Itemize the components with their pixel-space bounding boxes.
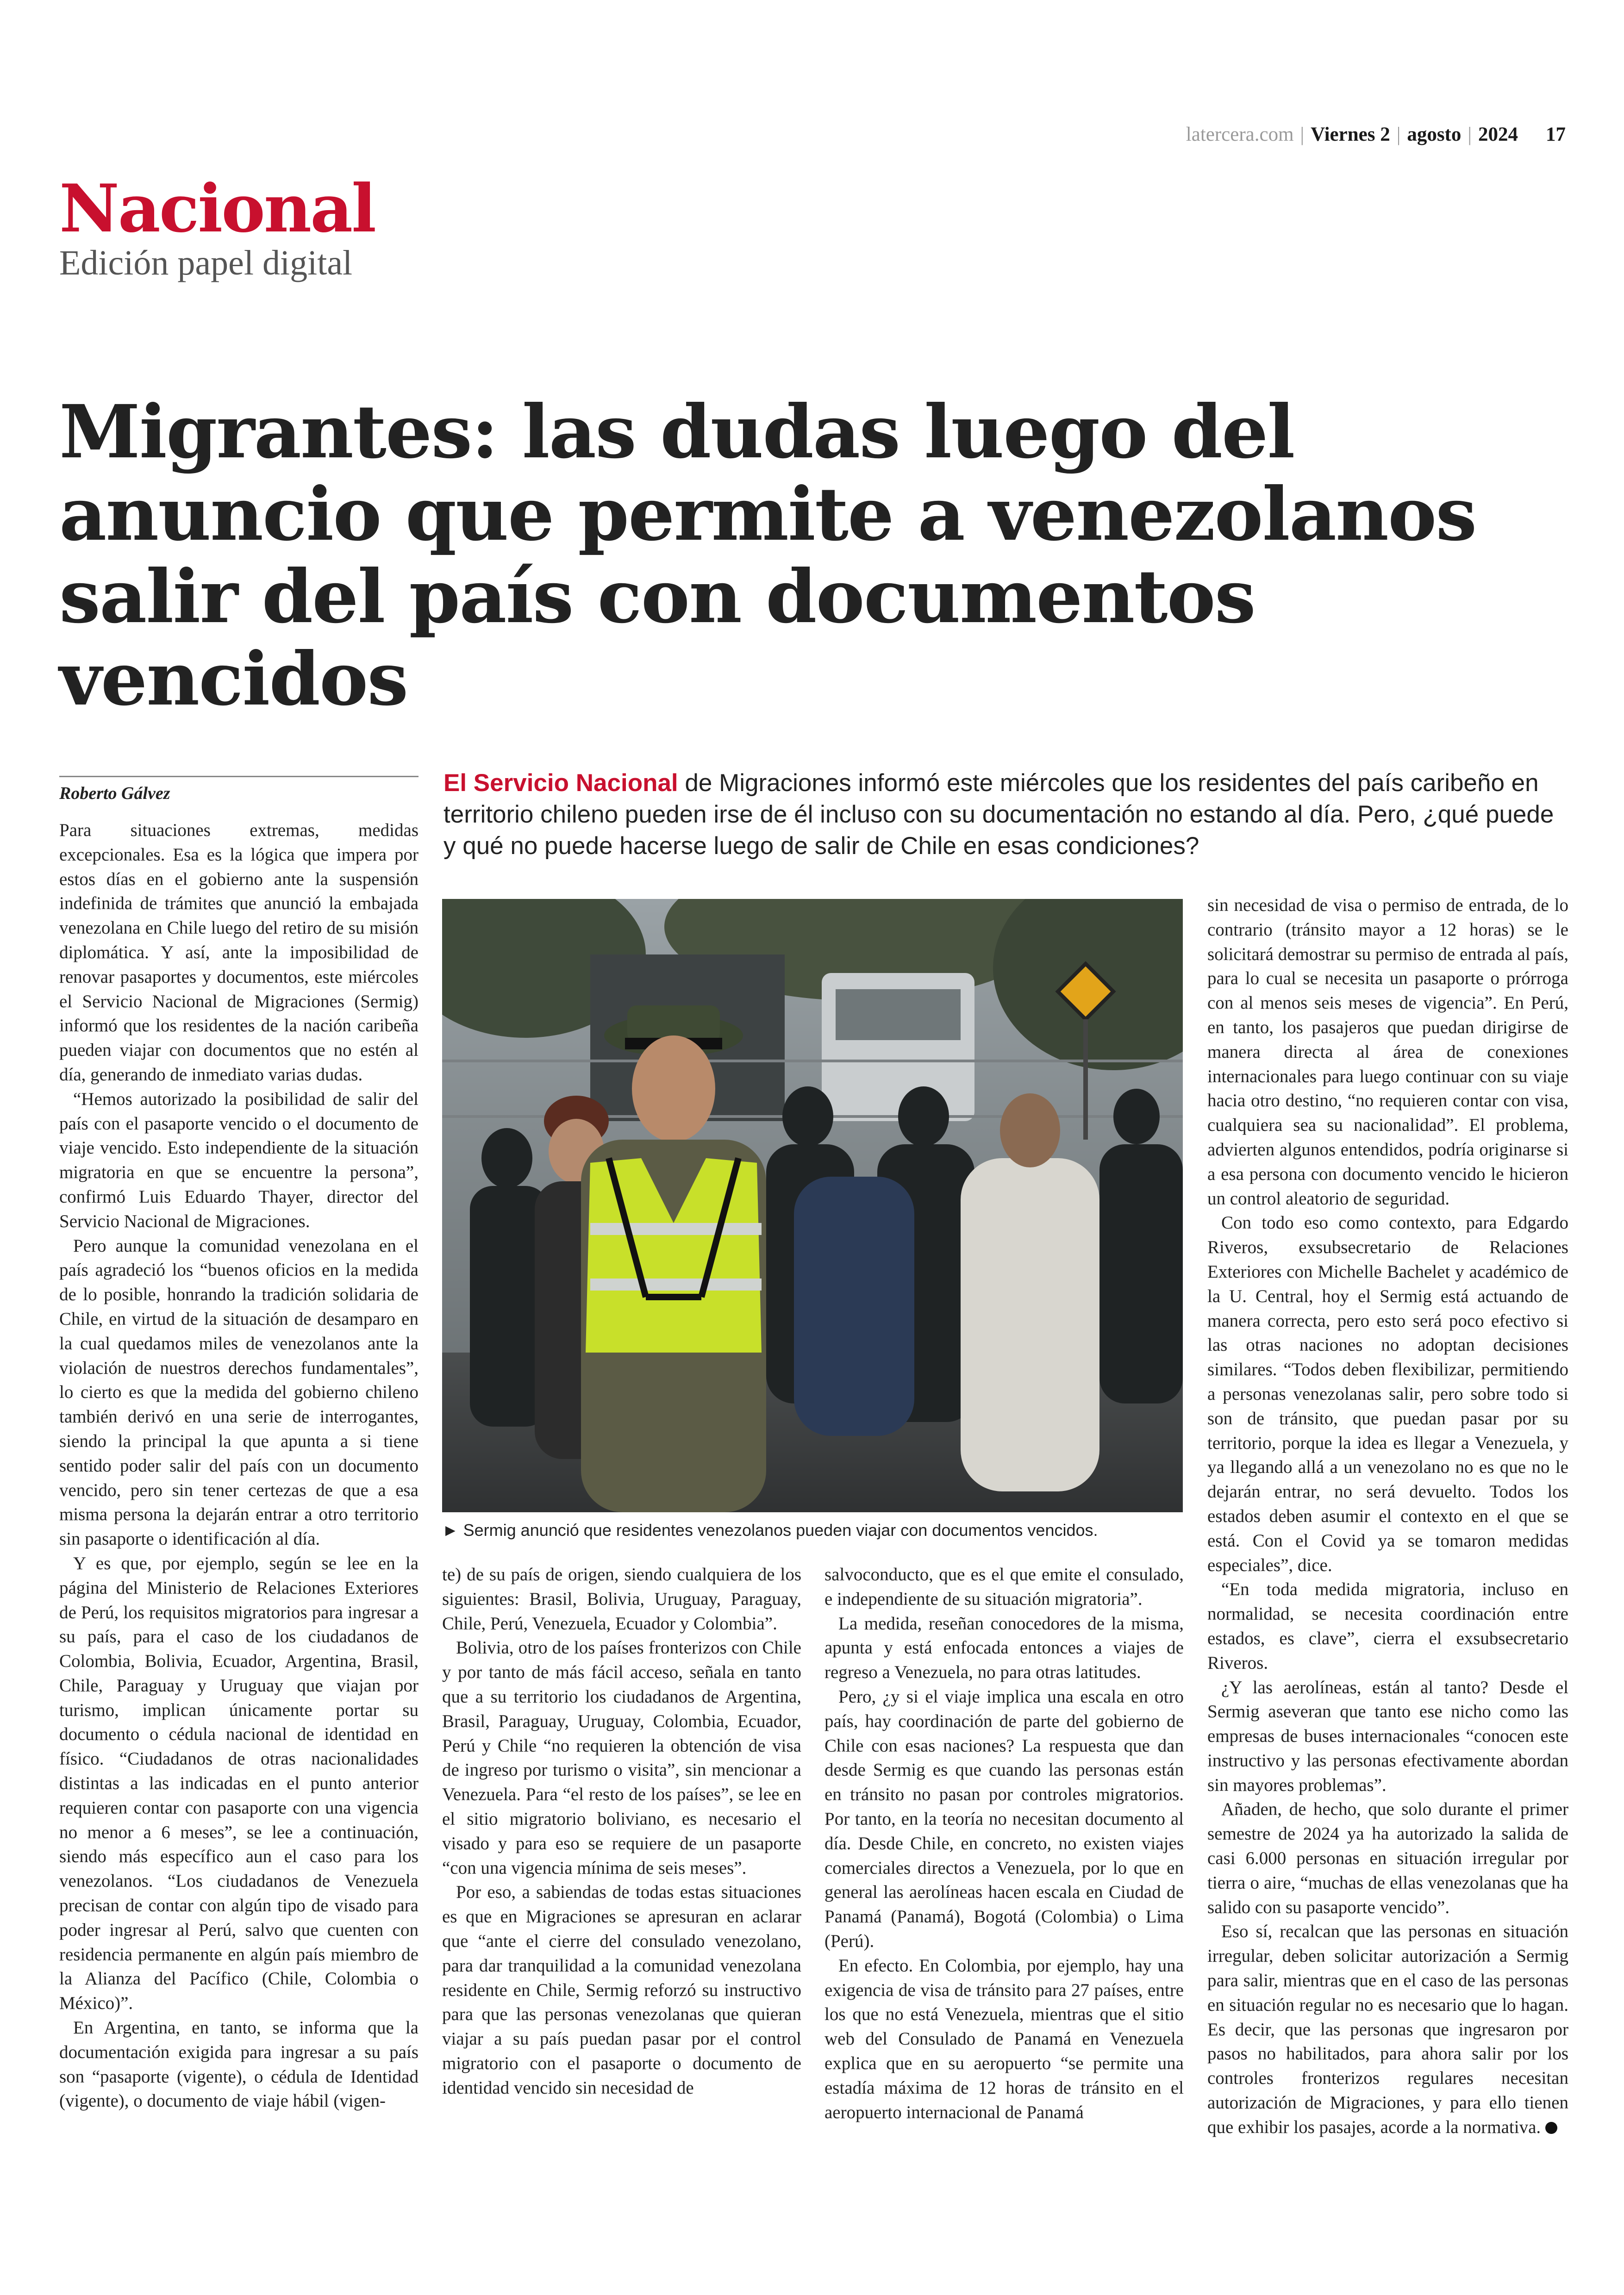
- paragraph: Pero aunque la comunidad venezolana en el país agradeció los “buenos oficios en la medida de lo posible, honrando la tradición solidaria de Chile, en virtud de la situación de desamparo en la cual quedamos miles de venezolanos ante la violación de nuestros derechos fundamentales”, lo cierto es que la medida del gobierno chileno también derivó en una serie de interrogantes, siendo la principal la que apunta a si tiene sentido poder salir del país con un documento vencido, pero sin tener certezas de que a esa misma persona la dejarán entrar a otro territorio sin pasaporte o identificación al día.: [59, 1235, 418, 1549]
- lede-text: de Migraciones informó este miércoles que los residentes del país caribeño en territorio chileno pueden irse de él incluso con su documentación no estando al día. Pero, ¿qué puede y qué no puede hacerse luego de salir de Chile en esas condiciones?: [443, 769, 1554, 860]
- paragraph: La medida, reseñan conocedores de la misma, apunta y está enfocada entonces a viajes de regreso a Venezuela, no para otras latitudes.: [824, 1613, 1184, 1683]
- paragraph: En Argentina, en tanto, se informa que la documentación exigida para ingresar a su país son “pasaporte (vigente), o cédula de Identidad (vigente), o documento de viaje hábil (vigen-: [59, 2018, 418, 2111]
- paragraph: Con todo eso como contexto, para Edgardo Riveros, exsubsecretario de Relaciones Exteriores con Michelle Bachelet y académico de la U. Central, hoy el Sermig está actuando de manera correcta, pero esto será poco efectivo si las otras naciones no adoptan decisiones similares. “Todos deben flexibilizar, permitiendo a personas venezolanas salir, pero sobre todo si son de tránsito, que puedan pasar por su territorio, porque la idea es llegar a Venezuela, y ya llegando allá a un venezolano no es que no le dejarán entrar, no será devuelto. Todos los estados deben asumir el contexto en el que se está. Con el Covid ya se tomaron medidas especiales”, dice.: [1207, 1213, 1568, 1575]
- paragraph: Añaden, de hecho, que solo durante el primer semestre de 2024 ya ha autorizado la salida de casi 6.000 personas en situación irregular por tierra o aire, “muchas de ellas venezolanas que ha salido con su pasaporte vencido”.: [1207, 1799, 1568, 1917]
- end-of-article-icon: [1545, 2122, 1557, 2134]
- paragraph: [1207, 1920, 1568, 2139]
- separator: |: [1300, 124, 1305, 145]
- paragraph: sin necesidad de visa o permiso de entrada, de lo contrario (tránsito mayor a 12 horas) se le solicitará demostrar su permiso de entrada al país, para lo cual se necesita un pasaporte o prórroga con al menos seis meses de vigencia”. En Perú, en tanto, los pasajeros que puedan dirigirse de manera directa al área de conexiones internacionales para luego continuar con su viaje hacia otro destino, “no requieren contar con visa, cualquiera sea su nacionalidad”. El problema, advierten algunos entendidos, podría originarse si a esa persona con documento vencido le hicieron un control aleatorio de seguridad.: [1207, 895, 1568, 1209]
- lede-accent: El Servicio Nacional: [443, 769, 678, 797]
- separator: |: [1468, 124, 1472, 145]
- paragraph: Bolivia, otro de los países fronterizos con Chile y por tanto de más fácil acceso, señala en tanto que a su territorio los ciudadanos de Argentina, Brasil, Paraguay, Uruguay, Colombia, Ecuador, Perú y Chile “no requieren la obtención de visa de ingreso por turismo o visita”, sin mencionar a Venezuela. Para “el resto de los países”, se lee en el sitio migratorio boliviano, es necesario el visado y para eso se requiere de un pasaporte “con una vigencia mínima de seis meses”.: [442, 1638, 801, 1878]
- page-header: [1186, 123, 1566, 146]
- paragraph: Para situaciones extremas, medidas excepcionales. Esa es la lógica que impera por estos días en el gobierno ante la suspensión indefinida de trámites que anunció la embajada venezolana en Chile luego del retiro de su misión diplomática. Y así, ante la imposibilidad de renovar pasaportes y documentos, este miércoles el Servicio Nacional de Migraciones (Sermig) informó que los residentes de la nación caribeña pueden viajar con documentos que no estén al día, generando de inmediato varias dudas.: [59, 820, 418, 1085]
- site-name: latercera.com: [1186, 124, 1294, 145]
- column-3: [824, 1563, 1184, 2125]
- caption-text: Sermig anunció que residentes venezolanos pueden viajar con documentos vencidos.: [463, 1521, 1098, 1540]
- column-4: [1207, 893, 1568, 2140]
- section-title: Nacional: [59, 170, 375, 247]
- article-headline: Migrantes: las dudas luego del anuncio que permite a venezolanos salir del país con documentos vencidos: [59, 389, 1476, 722]
- caption-arrow-icon: ►: [442, 1521, 459, 1540]
- paragraph: Y es que, por ejemplo, según se lee en la página del Ministerio de Relaciones Exteriores de Perú, los requisitos migratorios para ingresar a su país, para el caso de los ciudadanos de Colombia, Bolivia, Ecuador, Argentina, Brasil, Chile, Paraguay y Uruguay que viajan por turismo, implican únicamente portar su documento o cédula nacional de identidad en físico. “Ciudadanos de otras nacionalidades distintas a las indicadas en el punto anterior requieren contar con pasaporte con una vigencia no menor a 6 meses”, se lee a continuación, siendo más específico aun el caso para los venezolanos. “Los ciudadanos de Venezuela precisan de contar con algún tipo de visado para poder ingresar al Perú, salvo que cuenten con residencia permanente en algún país miembro de la Alianza del Pacífico (Chile, Colombia o México)”.: [59, 1553, 418, 2014]
- paragraph: salvoconducto, que es el que emite el consulado, e independiente de su situación migratoria”.: [824, 1565, 1184, 1609]
- paragraph-text: Eso sí, recalcan que las personas en situación irregular, deben solicitar autorización a Sermig para salir, mientras que en el caso de las personas en situación regular no es necesario que lo hagan. Es decir, que las personas que ingresaron por pasos no habilitados, para ahora salir por los controles fronterizos regulares necesitan autorización de Migraciones, y para ello tienen que exhibir los pasajes, acorde a la normativa.: [1207, 1921, 1568, 2137]
- paragraph: ¿Y las aerolíneas, están al tanto? Desde el Sermig aseveran que tanto ese nicho como las empresas de buses internacionales “conocen este instructivo y las personas efectivamente abordan sin mayores problemas”.: [1207, 1677, 1568, 1795]
- issue-day: Viernes 2: [1311, 124, 1390, 145]
- issue-year: 2024: [1478, 124, 1518, 145]
- paragraph: “En toda medida migratoria, incluso en normalidad, se necesita coordinación entre estados, es clave”, cierra el exsubsecretario Riveros.: [1207, 1579, 1568, 1673]
- section-subtitle: Edición papel digital: [59, 243, 353, 282]
- paragraph: Pero, ¿y si el viaje implica una escala en otro país, hay coordinación de parte del gobierno de Chile con esas naciones? La respuesta que dan desde Sermig es que cuando las personas están en tránsito no pasan por controles migratorios. Por tanto, en la teoría no necesitan documento al día. Desde Chile, en concreto, no existen viajes comerciales directos a Venezuela, por lo que en general las aerolíneas hacen escala en Ciudad de Panamá (Panamá), Bogotá (Colombia) o Lima (Perú).: [824, 1686, 1184, 1951]
- paragraph: Por eso, a sabiendas de todas estas situaciones es que en Migraciones se apresuran en aclarar que “ante el cierre del consulado venezolano, para dar tranquilidad a la comunidad venezolana residente en Chile, Sermig reforzó su instructivo para que las personas venezolanas que quieran viajar a su país puedan pasar por el control migratorio con el pasaporte o documento de identidad vencido sin necesidad de: [442, 1882, 801, 2098]
- separator: |: [1396, 124, 1401, 145]
- byline-divider: [59, 776, 418, 777]
- photo-caption: [442, 1521, 1183, 1540]
- police-officer-photo: [442, 899, 1183, 1512]
- article-photo: [442, 899, 1183, 1512]
- paragraph: te) de su país de origen, siendo cualquiera de los siguientes: Brasil, Bolivia, Uruguay, Paraguay, Chile, Perú, Venezuela, Ecuador y Colombia”.: [442, 1565, 801, 1634]
- article-author: Roberto Gálvez: [59, 784, 170, 803]
- issue-month: agosto: [1407, 124, 1462, 145]
- paragraph: “Hemos autorizado la posibilidad de salir del país con el pasaporte vencido o el documento de viaje vencido. Esto independiente de la situación migratoria en que se encuentre la persona”, confirmó Luis Eduardo Thayer, director del Servicio Nacional de Migraciones.: [59, 1089, 418, 1231]
- column-2: [442, 1563, 801, 2101]
- paragraph: En efecto. En Colombia, por ejemplo, hay una exigencia de visa de tránsito para 27 países, entre los que no está Venezuela, mientras que el sitio web del Consulado de Panamá en Venezuela explica que en su aeropuerto “se permite una estadía máxima de 12 horas de tránsito en el aeropuerto internacional de Panamá: [824, 1955, 1184, 2122]
- article-lede: [443, 767, 1555, 862]
- column-1: [59, 818, 418, 2114]
- page-number: 17: [1546, 124, 1566, 145]
